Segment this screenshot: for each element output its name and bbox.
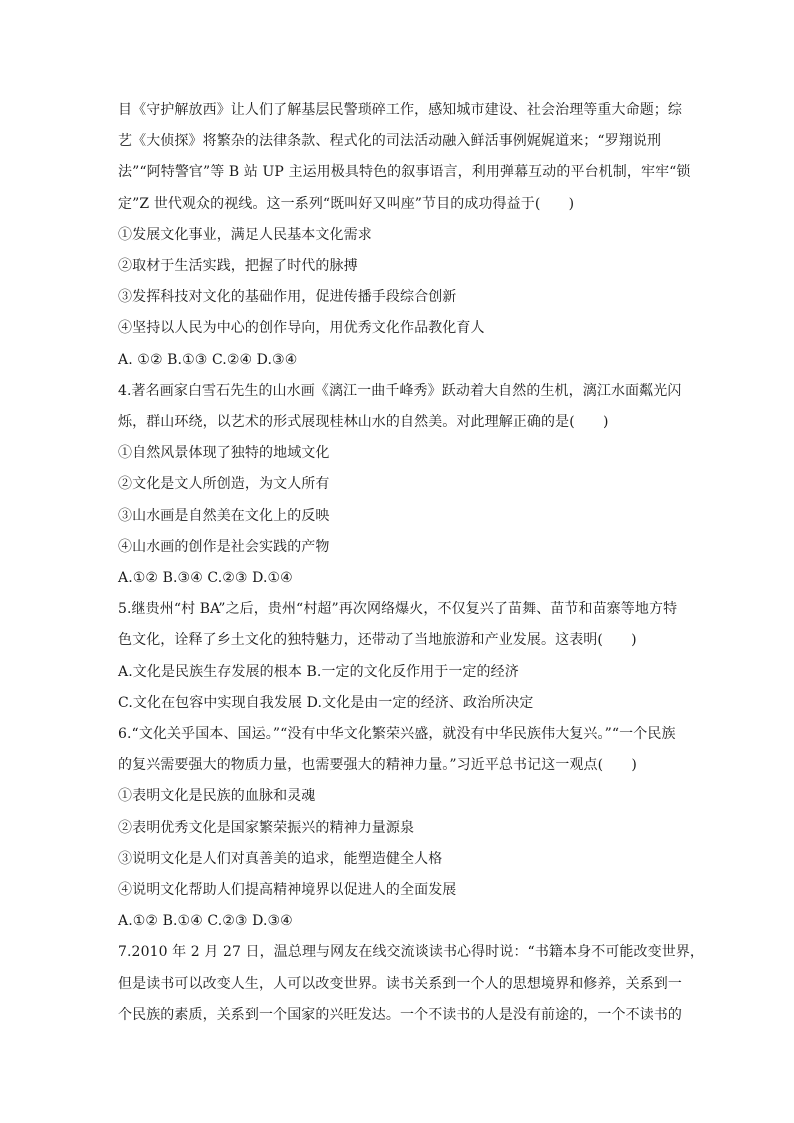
answer-choices: C.文化在包容中实现自我发展 D.文化是由一定的经济、政治所决定: [118, 694, 534, 711]
text-line: 艺《大侦探》将繁杂的法律条款、程式化的司法活动融入鲜活事例娓娓道来；“罗翔说刑: [118, 133, 662, 150]
answer-choices: A. ①② B.①③ C.②④ D.③④: [118, 351, 298, 368]
text-line: 定”Z 世代观众的视线。这一系列“既叫好又叫座”节目的成功得益于( ): [118, 195, 575, 212]
option-line: ③说明文化是人们对真善美的追求，能塑造健全人格: [118, 850, 443, 867]
text-line: 的复兴需要强大的物质力量，也需要强大的精神力量。”习近平总书记这一观点( ): [118, 757, 637, 774]
option-line: ②表明优秀文化是国家繁荣振兴的精神力量源泉: [118, 819, 415, 836]
option-line: ①发展文化事业，满足人民基本文化需求: [118, 226, 372, 243]
question-5: 5.继贵州“村 BA”之后，贵州“村超”再次网络爆火，不仅复兴了苗舞、苗节和苗寨等地方特: [118, 601, 678, 618]
answer-choices: A.文化是民族生存发展的根本 B.一定的文化反作用于一定的经济: [118, 663, 519, 680]
answer-choices: A.①② B.①④ C.②③ D.③④: [118, 913, 293, 930]
text-line: 个民族的素质，关系到一个国家的兴旺发达。一个不读书的人是没有前途的，一个不读书的: [118, 1006, 682, 1023]
text-line: 法”“阿特警官”等 B 站 UP 主运用极具特色的叙事语言，利用弹幕互动的平台机制，牢牢“锁: [118, 164, 691, 181]
answer-choices: A.①② B.③④ C.②③ D.①④: [118, 570, 293, 587]
option-line: ④坚持以人民为中心的创作导向，用优秀文化作品教化育人: [118, 320, 485, 337]
option-line: ④山水画的创作是社会实践的产物: [118, 538, 330, 555]
option-line: ②文化是文人所创造，为文人所有: [118, 476, 330, 493]
text-line: 目《守护解放西》让人们了解基层民警琐碎工作，感知城市建设、社会治理等重大命题；综: [118, 102, 682, 118]
question-7: 7.2010 年 2 月 27 日，温总理与网友在线交流谈读书心得时说：“书籍本身不可能改变世界，: [118, 944, 705, 961]
option-line: ③发挥科技对文化的基础作用，促进传播手段综合创新: [118, 289, 457, 306]
option-line: ①自然风景体现了独特的地域文化: [118, 445, 330, 462]
text-line: 但是读书可以改变人生，人可以改变世界。读书关系到一个人的思想境界和修养，关系到一: [118, 975, 682, 992]
option-line: ①表明文化是民族的血脉和灵魂: [118, 788, 316, 805]
option-line: ②取材于生活实践，把握了时代的脉搏: [118, 258, 358, 275]
question-6: 6.“文化关乎国本、国运。”“没有中华文化繁荣兴盛，就没有中华民族伟大复兴。”“一个民族: [118, 726, 676, 743]
text-line: 色文化，诠释了乡土文化的独特魅力，还带动了当地旅游和产业发展。这表明( ): [118, 632, 637, 649]
text-line: 烁，群山环绕，以艺术的形式展现桂林山水的自然美。对此理解正确的是( ): [118, 414, 609, 431]
document-page: [118, 95, 705, 1031]
question-4: 4.著名画家白雪石先生的山水画《漓江一曲千峰秀》跃动着大自然的生机，漓江水面粼光闪: [118, 382, 682, 399]
option-line: ③山水画是自然美在文化上的反映: [118, 507, 330, 524]
option-line: ④说明文化帮助人们提高精神境界以促进人的全面发展: [118, 882, 457, 899]
